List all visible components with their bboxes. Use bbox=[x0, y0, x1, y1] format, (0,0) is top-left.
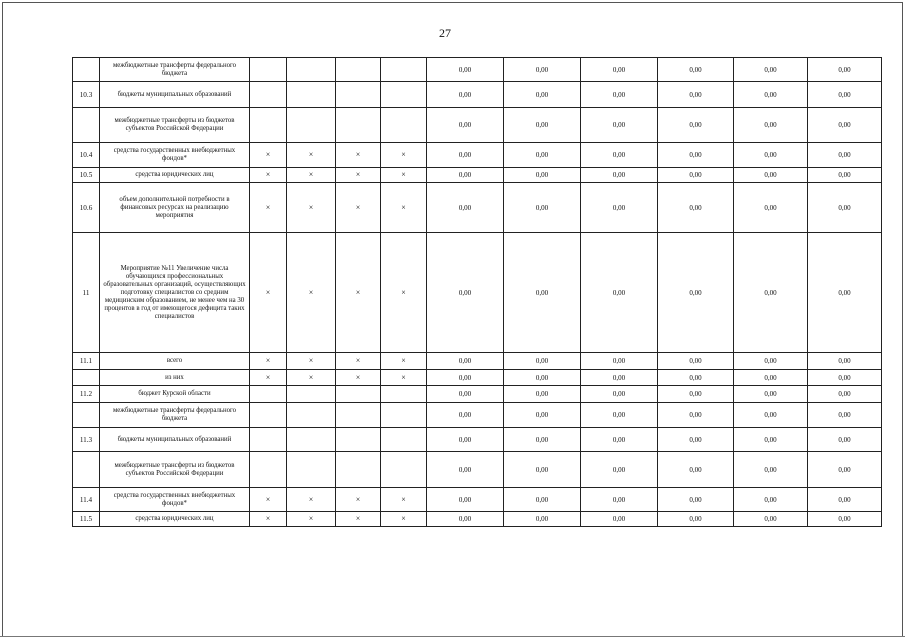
table-row bbox=[73, 512, 882, 527]
budget-table-body bbox=[73, 58, 882, 527]
row-value: 0,00 bbox=[658, 168, 734, 183]
row-value: 0,00 bbox=[808, 488, 882, 512]
row-value: 0,00 bbox=[658, 108, 734, 143]
table-row bbox=[73, 233, 882, 353]
page-number: 27 bbox=[439, 26, 451, 40]
row-code-cell bbox=[381, 403, 427, 428]
row-value: 0,00 bbox=[581, 353, 658, 370]
row-value: 0,00 bbox=[504, 403, 581, 428]
row-code-cell bbox=[336, 82, 381, 108]
row-value: 0,00 bbox=[504, 233, 581, 353]
row-value: 0,00 bbox=[427, 183, 504, 233]
row-code-cell: × bbox=[287, 370, 336, 386]
row-number bbox=[73, 370, 100, 386]
row-value: 0,00 bbox=[427, 488, 504, 512]
row-code-cell: × bbox=[381, 512, 427, 527]
row-name: средства юридических лиц bbox=[100, 168, 250, 183]
row-value: 0,00 bbox=[734, 82, 808, 108]
row-code-cell bbox=[381, 428, 427, 452]
table-row bbox=[73, 488, 882, 512]
row-code-cell: × bbox=[336, 512, 381, 527]
row-code-cell bbox=[250, 403, 287, 428]
row-value: 0,00 bbox=[427, 233, 504, 353]
row-name: средства юридических лиц bbox=[100, 512, 250, 527]
row-code-cell: × bbox=[250, 168, 287, 183]
row-value: 0,00 bbox=[658, 370, 734, 386]
row-number: 11.5 bbox=[73, 512, 100, 527]
row-value: 0,00 bbox=[658, 386, 734, 403]
row-value: 0,00 bbox=[581, 108, 658, 143]
row-value: 0,00 bbox=[808, 403, 882, 428]
row-value: 0,00 bbox=[808, 143, 882, 168]
row-value: 0,00 bbox=[808, 353, 882, 370]
row-code-cell bbox=[287, 428, 336, 452]
row-value: 0,00 bbox=[734, 452, 808, 488]
row-value: 0,00 bbox=[734, 58, 808, 82]
row-value: 0,00 bbox=[808, 82, 882, 108]
row-value: 0,00 bbox=[808, 233, 882, 353]
table-row bbox=[73, 168, 882, 183]
row-code-cell bbox=[287, 58, 336, 82]
row-value: 0,00 bbox=[734, 353, 808, 370]
row-value: 0,00 bbox=[734, 370, 808, 386]
row-number: 10.5 bbox=[73, 168, 100, 183]
row-code-cell: × bbox=[381, 370, 427, 386]
row-value: 0,00 bbox=[734, 168, 808, 183]
row-code-cell: × bbox=[381, 353, 427, 370]
row-value: 0,00 bbox=[427, 370, 504, 386]
row-name: межбюджетные трансферты из бюджетов субъектов Российской Федерации bbox=[100, 108, 250, 143]
row-value: 0,00 bbox=[427, 512, 504, 527]
row-value: 0,00 bbox=[581, 82, 658, 108]
row-value: 0,00 bbox=[734, 386, 808, 403]
row-number: 11.3 bbox=[73, 428, 100, 452]
row-number: 11.2 bbox=[73, 386, 100, 403]
row-value: 0,00 bbox=[658, 82, 734, 108]
row-value: 0,00 bbox=[734, 183, 808, 233]
row-value: 0,00 bbox=[581, 488, 658, 512]
row-code-cell bbox=[381, 386, 427, 403]
table-row bbox=[73, 403, 882, 428]
row-code-cell bbox=[287, 108, 336, 143]
table-row bbox=[73, 353, 882, 370]
row-code-cell: × bbox=[287, 488, 336, 512]
row-value: 0,00 bbox=[658, 143, 734, 168]
row-value: 0,00 bbox=[734, 428, 808, 452]
row-value: 0,00 bbox=[734, 108, 808, 143]
row-code-cell: × bbox=[250, 233, 287, 353]
row-number bbox=[73, 452, 100, 488]
row-number: 11.1 bbox=[73, 353, 100, 370]
row-value: 0,00 bbox=[504, 452, 581, 488]
row-code-cell: × bbox=[250, 512, 287, 527]
row-value: 0,00 bbox=[504, 108, 581, 143]
row-code-cell bbox=[250, 386, 287, 403]
table-row bbox=[73, 428, 882, 452]
row-value: 0,00 bbox=[658, 403, 734, 428]
row-value: 0,00 bbox=[581, 58, 658, 82]
row-value: 0,00 bbox=[581, 403, 658, 428]
row-value: 0,00 bbox=[658, 233, 734, 353]
row-code-cell bbox=[336, 428, 381, 452]
row-value: 0,00 bbox=[504, 488, 581, 512]
row-value: 0,00 bbox=[427, 82, 504, 108]
row-name: межбюджетные трансферты из бюджетов субъектов Российской Федерации bbox=[100, 452, 250, 488]
row-value: 0,00 bbox=[427, 143, 504, 168]
row-value: 0,00 bbox=[808, 428, 882, 452]
row-name: бюджет Курской области bbox=[100, 386, 250, 403]
table-row bbox=[73, 183, 882, 233]
row-number: 10.4 bbox=[73, 143, 100, 168]
row-code-cell: × bbox=[381, 168, 427, 183]
row-code-cell: × bbox=[287, 353, 336, 370]
row-value: 0,00 bbox=[581, 233, 658, 353]
row-code-cell: × bbox=[250, 353, 287, 370]
row-code-cell bbox=[287, 386, 336, 403]
row-name: Мероприятие №11 Увеличение числа обучающихся профессиональных образовательных организаций, осуществляющих подготовку специалистов со средним медицинским образованием, не менее чем на 30 процентов в год от имеющегося дефицита таких специалистов bbox=[100, 233, 250, 353]
row-value: 0,00 bbox=[808, 386, 882, 403]
row-value: 0,00 bbox=[581, 512, 658, 527]
row-code-cell: × bbox=[336, 233, 381, 353]
row-name: средства государственных внебюджетных фондов* bbox=[100, 143, 250, 168]
row-value: 0,00 bbox=[504, 168, 581, 183]
row-code-cell bbox=[336, 58, 381, 82]
row-value: 0,00 bbox=[658, 58, 734, 82]
row-code-cell bbox=[381, 108, 427, 143]
row-value: 0,00 bbox=[427, 353, 504, 370]
row-code-cell: × bbox=[287, 512, 336, 527]
row-code-cell: × bbox=[381, 233, 427, 353]
row-code-cell: × bbox=[336, 370, 381, 386]
row-code-cell: × bbox=[381, 183, 427, 233]
row-code-cell bbox=[336, 386, 381, 403]
row-value: 0,00 bbox=[658, 488, 734, 512]
row-name: средства государственных внебюджетных фондов* bbox=[100, 488, 250, 512]
row-number: 11 bbox=[73, 233, 100, 353]
row-code-cell: × bbox=[381, 488, 427, 512]
row-value: 0,00 bbox=[504, 370, 581, 386]
row-number: 10.3 bbox=[73, 82, 100, 108]
row-value: 0,00 bbox=[734, 488, 808, 512]
row-code-cell bbox=[381, 82, 427, 108]
row-value: 0,00 bbox=[581, 370, 658, 386]
row-value: 0,00 bbox=[581, 386, 658, 403]
row-value: 0,00 bbox=[504, 428, 581, 452]
row-name: из них bbox=[100, 370, 250, 386]
row-value: 0,00 bbox=[504, 82, 581, 108]
row-code-cell bbox=[336, 108, 381, 143]
row-value: 0,00 bbox=[734, 143, 808, 168]
row-name: межбюджетные трансферты федерального бюджета bbox=[100, 58, 250, 82]
row-value: 0,00 bbox=[427, 386, 504, 403]
row-value: 0,00 bbox=[658, 452, 734, 488]
row-number: 10.6 bbox=[73, 183, 100, 233]
table-row bbox=[73, 370, 882, 386]
row-code-cell bbox=[287, 82, 336, 108]
row-value: 0,00 bbox=[581, 428, 658, 452]
row-code-cell: × bbox=[381, 143, 427, 168]
page-bottom-edge bbox=[0, 636, 905, 637]
row-value: 0,00 bbox=[734, 512, 808, 527]
row-code-cell: × bbox=[250, 143, 287, 168]
row-code-cell: × bbox=[287, 143, 336, 168]
row-value: 0,00 bbox=[808, 58, 882, 82]
row-value: 0,00 bbox=[427, 403, 504, 428]
row-value: 0,00 bbox=[427, 428, 504, 452]
row-name: бюджеты муниципальных образований bbox=[100, 82, 250, 108]
row-value: 0,00 bbox=[808, 512, 882, 527]
row-code-cell bbox=[336, 452, 381, 488]
table-row bbox=[73, 82, 882, 108]
row-value: 0,00 bbox=[734, 233, 808, 353]
row-number bbox=[73, 108, 100, 143]
row-value: 0,00 bbox=[658, 183, 734, 233]
table-row bbox=[73, 143, 882, 168]
row-value: 0,00 bbox=[808, 183, 882, 233]
row-value: 0,00 bbox=[658, 512, 734, 527]
row-code-cell: × bbox=[287, 183, 336, 233]
row-value: 0,00 bbox=[504, 58, 581, 82]
row-value: 0,00 bbox=[658, 428, 734, 452]
row-code-cell bbox=[287, 403, 336, 428]
row-value: 0,00 bbox=[427, 168, 504, 183]
row-name: объем дополнительной потребности в финансовых ресурсах на реализацию мероприятия bbox=[100, 183, 250, 233]
row-code-cell: × bbox=[287, 233, 336, 353]
row-value: 0,00 bbox=[581, 452, 658, 488]
row-code-cell bbox=[250, 82, 287, 108]
row-name: всего bbox=[100, 353, 250, 370]
row-value: 0,00 bbox=[581, 183, 658, 233]
row-value: 0,00 bbox=[808, 108, 882, 143]
row-code-cell: × bbox=[250, 488, 287, 512]
row-code-cell bbox=[250, 452, 287, 488]
row-value: 0,00 bbox=[504, 512, 581, 527]
row-code-cell bbox=[287, 452, 336, 488]
row-value: 0,00 bbox=[427, 108, 504, 143]
table-row bbox=[73, 58, 882, 82]
row-code-cell: × bbox=[250, 183, 287, 233]
row-value: 0,00 bbox=[734, 403, 808, 428]
row-code-cell: × bbox=[287, 168, 336, 183]
row-code-cell: × bbox=[336, 168, 381, 183]
row-code-cell: × bbox=[336, 183, 381, 233]
row-value: 0,00 bbox=[427, 452, 504, 488]
row-code-cell bbox=[381, 58, 427, 82]
row-name: бюджеты муниципальных образований bbox=[100, 428, 250, 452]
budget-table bbox=[72, 57, 882, 527]
row-code-cell bbox=[250, 108, 287, 143]
row-value: 0,00 bbox=[504, 353, 581, 370]
row-name: межбюджетные трансферты федерального бюджета bbox=[100, 403, 250, 428]
row-number bbox=[73, 403, 100, 428]
row-code-cell bbox=[336, 403, 381, 428]
row-value: 0,00 bbox=[504, 183, 581, 233]
table-row bbox=[73, 386, 882, 403]
row-value: 0,00 bbox=[808, 370, 882, 386]
row-value: 0,00 bbox=[504, 386, 581, 403]
row-value: 0,00 bbox=[504, 143, 581, 168]
row-number bbox=[73, 58, 100, 82]
row-value: 0,00 bbox=[581, 168, 658, 183]
row-code-cell bbox=[250, 428, 287, 452]
table-row bbox=[73, 108, 882, 143]
row-value: 0,00 bbox=[581, 143, 658, 168]
row-code-cell: × bbox=[336, 488, 381, 512]
row-value: 0,00 bbox=[808, 168, 882, 183]
row-number: 11.4 bbox=[73, 488, 100, 512]
row-code-cell: × bbox=[336, 353, 381, 370]
row-value: 0,00 bbox=[658, 353, 734, 370]
row-code-cell: × bbox=[250, 370, 287, 386]
row-value: 0,00 bbox=[808, 452, 882, 488]
row-code-cell bbox=[250, 58, 287, 82]
table-row bbox=[73, 452, 882, 488]
row-code-cell bbox=[381, 452, 427, 488]
row-value: 0,00 bbox=[427, 58, 504, 82]
row-code-cell: × bbox=[336, 143, 381, 168]
